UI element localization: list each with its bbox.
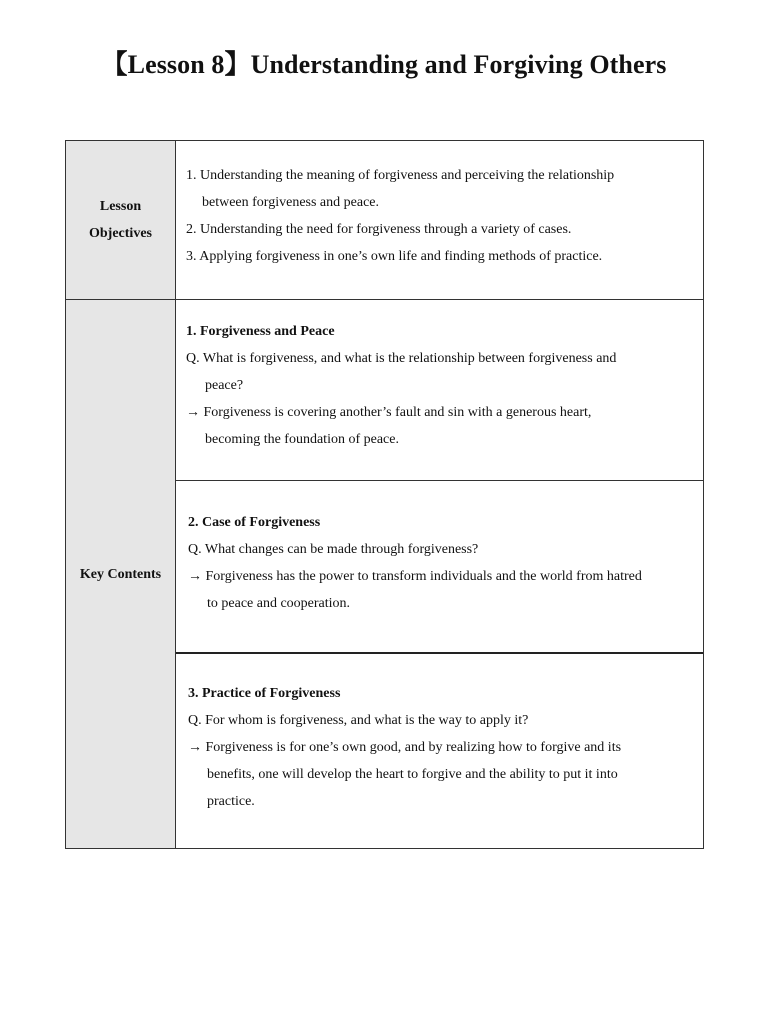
section-3-answer-line3: practice. xyxy=(207,794,255,809)
objective-item-3: 3. Applying forgiveness in one’s own life and finding methods of practice. xyxy=(186,249,603,264)
key-contents-label: Key Contents xyxy=(79,566,162,582)
lesson-table xyxy=(65,140,704,849)
key-contents-label-cell xyxy=(66,300,176,848)
section-2-heading: 2. Case of Forgiveness xyxy=(188,515,321,530)
section-1-question-line2: peace? xyxy=(205,378,244,393)
section-3-answer-line2: benefits, one will develop the heart to forgive and the ability to put it into xyxy=(207,767,618,782)
key-contents-section-3 xyxy=(176,654,703,848)
section-3-answer-line1: → Forgiveness is for one’s own good, and by realizing how to forgive and its xyxy=(188,740,622,755)
section-1-heading: 1. Forgiveness and Peace xyxy=(186,324,335,339)
section-2-answer-line2: to peace and cooperation. xyxy=(207,596,351,611)
section-1-answer-line2: becoming the foundation of peace. xyxy=(205,432,399,447)
objective-item-1-line1: 1. Understanding the meaning of forgiveness and perceiving the relationship xyxy=(186,168,615,183)
page-title: 【Lesson 8】Understanding and Forgiving Others xyxy=(101,50,667,79)
section-2-question-line1: Q. What changes can be made through forgiveness? xyxy=(188,542,479,557)
section-1-question-line1: Q. What is forgiveness, and what is the relationship between forgiveness and xyxy=(186,351,617,366)
lesson-objectives-label-line2: Objectives xyxy=(89,226,152,241)
objective-item-2: 2. Understanding the need for forgiveness through a variety of cases. xyxy=(186,222,572,237)
section-1-answer-line1: → Forgiveness is covering another’s fault and sin with a generous heart, xyxy=(186,405,592,420)
lesson-objectives-label-line1: Lesson xyxy=(99,199,142,214)
lesson-objectives-content xyxy=(176,141,703,300)
section-3-heading: 3. Practice of Forgiveness xyxy=(188,686,341,701)
objective-item-1-line2: between forgiveness and peace. xyxy=(202,195,379,210)
key-contents-section-1 xyxy=(176,300,703,481)
key-contents-section-2 xyxy=(176,481,703,654)
section-2-answer-line1: → Forgiveness has the power to transform individuals and the world from hatred xyxy=(188,569,642,584)
section-3-question-line1: Q. For whom is forgiveness, and what is the way to apply it? xyxy=(188,713,529,728)
lesson-objectives-label xyxy=(89,193,152,247)
lesson-objectives-label-cell xyxy=(66,141,176,300)
